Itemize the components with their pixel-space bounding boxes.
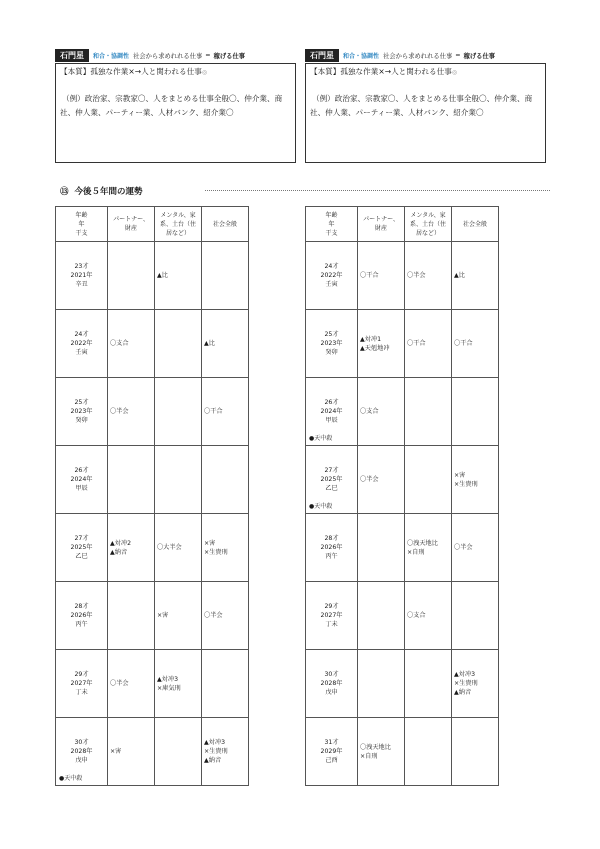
table-row bbox=[56, 582, 249, 650]
mental-cell bbox=[405, 242, 452, 310]
column-header-line: 財産 bbox=[124, 225, 137, 232]
column-header-line: 年齢 bbox=[75, 211, 88, 219]
age-line: 戊申 bbox=[325, 689, 338, 696]
age-stack bbox=[56, 466, 107, 493]
table-row bbox=[56, 514, 249, 582]
age-stack bbox=[56, 602, 107, 629]
column-header-line: 居など） bbox=[415, 229, 440, 237]
age-line: 癸卯 bbox=[75, 417, 88, 424]
table-row bbox=[56, 718, 249, 786]
examples-text: （例）政治家、宗教家〇、人をまとめる仕事全般〇、仲介業、商社、仲人業、パーティー業、人材バンク、紹介業〇 bbox=[60, 94, 283, 117]
social-cell bbox=[452, 378, 499, 446]
partner-cell bbox=[108, 514, 155, 582]
column-header bbox=[306, 207, 358, 242]
age-year-cell bbox=[306, 582, 358, 650]
column-header bbox=[358, 207, 405, 242]
partner-cell bbox=[358, 718, 405, 786]
mental-cell bbox=[405, 310, 452, 378]
fortune-value: 〇大半会 bbox=[157, 544, 182, 551]
age-line: 29才 bbox=[324, 603, 339, 610]
column-header-line: メンタル、家 bbox=[160, 211, 196, 219]
fortune-value: ▲比 bbox=[204, 340, 215, 347]
social-cell bbox=[202, 514, 249, 582]
age-line: 2026年 bbox=[320, 544, 343, 551]
table-row bbox=[306, 310, 499, 378]
age-line: 2026年 bbox=[70, 612, 93, 619]
social-cell bbox=[452, 242, 499, 310]
column-header-line: 干支 bbox=[325, 229, 338, 237]
partner-cell bbox=[108, 718, 155, 786]
age-stack bbox=[306, 738, 357, 765]
age-line: 乙巳 bbox=[75, 553, 88, 560]
age-stack bbox=[306, 466, 357, 493]
age-line: 己酉 bbox=[325, 757, 338, 764]
column-header-line: 系、土台（住 bbox=[409, 220, 446, 228]
tenchusatsu-mark: ●天中殺 bbox=[59, 775, 83, 782]
social-cell bbox=[452, 310, 499, 378]
mental-cell bbox=[405, 582, 452, 650]
column-header-line: 財産 bbox=[374, 225, 387, 232]
partner-cell bbox=[358, 650, 405, 718]
star-tag: 石門星 bbox=[55, 49, 89, 62]
fortune-value: 〇干合 bbox=[360, 272, 379, 279]
examples-text: （例）政治家、宗教家〇、人をまとめる仕事全般〇、仲介業、商社、仲人業、パーティー業、人材バンク、紹介業〇 bbox=[310, 94, 533, 117]
mental-cell bbox=[405, 378, 452, 446]
table-row bbox=[306, 582, 499, 650]
fortune-value: ▲納音 bbox=[454, 689, 472, 696]
column-header bbox=[56, 207, 108, 242]
mental-cell bbox=[405, 650, 452, 718]
fortune-value: 〇洩天地比 bbox=[407, 539, 438, 547]
mental-cell bbox=[155, 446, 202, 514]
age-line: 2023年 bbox=[320, 340, 343, 347]
fortune-value: ▲天剋地冲 bbox=[360, 344, 390, 352]
age-stack bbox=[56, 330, 107, 357]
star-card-right bbox=[305, 49, 546, 163]
star-card-left bbox=[55, 49, 296, 163]
fortune-value: 〇支合 bbox=[110, 340, 129, 347]
dotted-divider bbox=[205, 190, 550, 191]
age-line: 29才 bbox=[74, 671, 89, 678]
age-line: 2024年 bbox=[70, 476, 93, 483]
age-line: 2027年 bbox=[70, 680, 93, 687]
age-stack bbox=[306, 534, 357, 561]
fortune-value: 〇半会 bbox=[110, 680, 129, 687]
social-cell bbox=[202, 310, 249, 378]
age-year-cell bbox=[56, 650, 108, 718]
equals-sign: = bbox=[205, 52, 211, 59]
age-stack bbox=[56, 262, 107, 289]
age-year-cell bbox=[306, 514, 358, 582]
partner-cell bbox=[358, 582, 405, 650]
column-header bbox=[452, 207, 499, 242]
mental-cell bbox=[155, 514, 202, 582]
fortune-value: ▲比 bbox=[454, 272, 465, 279]
fortune-value: ×生貴刑 bbox=[454, 480, 478, 488]
age-line: 23才 bbox=[74, 263, 89, 270]
column-header-line: 系、土台（住 bbox=[159, 220, 196, 228]
star-tag: 石門星 bbox=[305, 49, 339, 62]
age-year-cell bbox=[306, 242, 358, 310]
column-header-line: 干支 bbox=[75, 229, 88, 237]
age-line: 2023年 bbox=[70, 408, 93, 415]
fortune-value: ×生貴刑 bbox=[204, 748, 228, 755]
fortune-value: ×自刑 bbox=[360, 752, 378, 760]
age-line: 28才 bbox=[324, 535, 339, 542]
double-circle-icon: ◎ bbox=[201, 69, 208, 76]
social-cell bbox=[202, 242, 249, 310]
age-stack bbox=[306, 670, 357, 697]
essence-line: 【本質】孤独な作業×→人と関われる仕事 bbox=[310, 67, 452, 76]
age-line: 31才 bbox=[324, 739, 339, 746]
age-year-cell bbox=[56, 378, 108, 446]
age-line: 辛丑 bbox=[75, 281, 88, 288]
age-line: 2028年 bbox=[70, 748, 93, 755]
mental-cell bbox=[405, 718, 452, 786]
mental-cell bbox=[155, 242, 202, 310]
age-line: 2025年 bbox=[70, 544, 93, 551]
age-line: 丙午 bbox=[75, 621, 88, 628]
partner-cell bbox=[358, 378, 405, 446]
social-cell bbox=[202, 650, 249, 718]
age-line: 壬寅 bbox=[75, 349, 88, 356]
age-year-cell bbox=[56, 446, 108, 514]
fortune-value: 〇干合 bbox=[204, 408, 223, 415]
column-header-line: 社会全般 bbox=[462, 220, 487, 228]
age-line: 壬寅 bbox=[325, 281, 338, 288]
age-line: 2021年 bbox=[70, 272, 93, 279]
table-row bbox=[56, 650, 249, 718]
age-stack bbox=[56, 398, 107, 425]
age-line: 2022年 bbox=[70, 340, 93, 347]
social-cell bbox=[202, 582, 249, 650]
mental-cell bbox=[155, 650, 202, 718]
age-line: 癸卯 bbox=[325, 349, 338, 356]
table-row bbox=[56, 242, 249, 310]
age-line: 2022年 bbox=[320, 272, 343, 279]
fortune-table-left bbox=[55, 206, 249, 786]
partner-cell bbox=[358, 242, 405, 310]
age-stack bbox=[306, 398, 357, 425]
fortune-value: 〇半会 bbox=[454, 544, 473, 551]
age-line: 戊申 bbox=[75, 757, 88, 764]
age-year-cell bbox=[306, 650, 358, 718]
table-row bbox=[56, 310, 249, 378]
age-line: 26才 bbox=[324, 399, 339, 406]
table-row bbox=[306, 446, 499, 514]
fortune-value: ×害 bbox=[157, 612, 169, 619]
column-header-line: 居など） bbox=[165, 229, 190, 237]
partner-cell bbox=[358, 446, 405, 514]
section-title bbox=[60, 185, 143, 197]
column-header bbox=[202, 207, 249, 242]
age-line: 丙午 bbox=[325, 553, 338, 560]
table-row bbox=[306, 514, 499, 582]
fortune-value: 〇半会 bbox=[360, 476, 379, 483]
column-header-line: 年 bbox=[78, 220, 85, 228]
age-line: 2029年 bbox=[320, 748, 343, 755]
earning-label: 稼げる仕事 bbox=[213, 53, 246, 60]
mental-cell bbox=[155, 582, 202, 650]
essence-text bbox=[310, 66, 541, 78]
age-line: 28才 bbox=[74, 603, 89, 610]
trait-label: 和合・協調性 bbox=[343, 53, 380, 60]
demand-label: 社会から求めれれる仕事 bbox=[383, 53, 453, 60]
age-year-cell bbox=[56, 310, 108, 378]
tenchusatsu-mark: ●天中殺 bbox=[309, 435, 333, 442]
age-line: 30才 bbox=[74, 739, 89, 746]
double-circle-icon: ◎ bbox=[451, 69, 458, 76]
fortune-value: ×害 bbox=[110, 748, 122, 755]
equals-sign: = bbox=[455, 52, 461, 59]
fortune-value: 〇支合 bbox=[360, 408, 379, 415]
fortune-value: ×庫気刑 bbox=[157, 684, 181, 692]
fortune-value: ×害 bbox=[204, 539, 216, 547]
age-stack bbox=[306, 602, 357, 629]
age-stack bbox=[306, 330, 357, 357]
social-cell bbox=[202, 718, 249, 786]
age-stack bbox=[306, 262, 357, 289]
age-line: 27才 bbox=[74, 535, 89, 542]
mental-cell bbox=[405, 446, 452, 514]
partner-cell bbox=[358, 514, 405, 582]
age-line: 2028年 bbox=[320, 680, 343, 687]
partner-cell bbox=[108, 310, 155, 378]
age-line: 丁未 bbox=[325, 621, 338, 628]
age-line: 24才 bbox=[74, 331, 89, 338]
card-header bbox=[55, 49, 296, 62]
section-number: ⑬ bbox=[60, 187, 69, 197]
age-year-cell bbox=[56, 718, 108, 786]
column-header-line: パートナー、 bbox=[363, 216, 399, 223]
column-header bbox=[405, 207, 452, 242]
social-cell bbox=[202, 378, 249, 446]
section-title-text: 今後５年間の運勢 bbox=[74, 187, 143, 197]
column-header-line: メンタル、家 bbox=[410, 211, 446, 219]
column-header bbox=[108, 207, 155, 242]
age-line: 25才 bbox=[74, 399, 89, 406]
mental-cell bbox=[155, 718, 202, 786]
partner-cell bbox=[108, 378, 155, 446]
column-header-line: パートナー、 bbox=[113, 216, 149, 223]
social-cell bbox=[452, 582, 499, 650]
age-year-cell bbox=[306, 446, 358, 514]
age-line: 乙巳 bbox=[325, 485, 338, 492]
age-line: 26才 bbox=[74, 467, 89, 474]
table-row bbox=[306, 650, 499, 718]
age-line: 丁未 bbox=[75, 689, 88, 696]
age-line: 30才 bbox=[324, 671, 339, 678]
partner-cell bbox=[108, 242, 155, 310]
age-line: 2027年 bbox=[320, 612, 343, 619]
essence-text bbox=[60, 66, 291, 78]
age-stack bbox=[56, 534, 107, 561]
mental-cell bbox=[405, 514, 452, 582]
fortune-value: ▲比 bbox=[157, 272, 168, 279]
demand-label: 社会から求めれれる仕事 bbox=[133, 53, 203, 60]
fortune-value: ▲対冲3 bbox=[157, 675, 179, 683]
partner-cell bbox=[108, 446, 155, 514]
card-body bbox=[305, 63, 546, 163]
fortune-value: ×生貴刑 bbox=[454, 680, 478, 687]
fortune-value: ▲対冲2 bbox=[110, 539, 132, 547]
social-cell bbox=[202, 446, 249, 514]
age-line: 甲辰 bbox=[325, 417, 338, 424]
age-line: 27才 bbox=[324, 467, 339, 474]
fortune-value: ▲対冲1 bbox=[360, 335, 382, 343]
age-year-cell bbox=[306, 310, 358, 378]
card-header bbox=[305, 49, 546, 62]
tenchusatsu-mark: ●天中殺 bbox=[309, 503, 333, 510]
fortune-value: 〇干合 bbox=[407, 340, 426, 347]
fortune-value: 〇半会 bbox=[204, 612, 223, 619]
trait-label: 和合・協調性 bbox=[93, 53, 130, 60]
fortune-value: ▲対冲3 bbox=[204, 739, 226, 746]
column-header-line: 社会全般 bbox=[212, 220, 237, 228]
table-row bbox=[306, 242, 499, 310]
age-line: 甲辰 bbox=[75, 485, 88, 492]
table-header-row bbox=[306, 207, 499, 242]
fortune-value: ▲対冲3 bbox=[454, 671, 476, 678]
earning-label: 稼げる仕事 bbox=[463, 53, 496, 60]
table-row bbox=[56, 378, 249, 446]
age-stack bbox=[56, 670, 107, 697]
fortune-value: 〇干合 bbox=[454, 340, 473, 347]
age-year-cell bbox=[56, 514, 108, 582]
fortune-value: ×生貴刑 bbox=[204, 548, 228, 556]
age-year-cell bbox=[306, 718, 358, 786]
column-header bbox=[155, 207, 202, 242]
table-row bbox=[306, 718, 499, 786]
mental-cell bbox=[155, 378, 202, 446]
table-header-row bbox=[56, 207, 249, 242]
table-row bbox=[306, 378, 499, 446]
card-body bbox=[55, 63, 296, 163]
column-header-line: 年 bbox=[328, 220, 335, 228]
social-cell bbox=[452, 650, 499, 718]
age-line: 2024年 bbox=[320, 408, 343, 415]
age-year-cell bbox=[56, 242, 108, 310]
fortune-value: ×自刑 bbox=[407, 548, 425, 556]
age-year-cell bbox=[306, 378, 358, 446]
partner-cell bbox=[108, 582, 155, 650]
age-line: 2025年 bbox=[320, 476, 343, 483]
age-line: 24才 bbox=[324, 263, 339, 270]
table-row bbox=[56, 446, 249, 514]
age-year-cell bbox=[56, 582, 108, 650]
age-line: 25才 bbox=[324, 331, 339, 338]
social-cell bbox=[452, 446, 499, 514]
fortune-value: ×害 bbox=[454, 471, 466, 479]
essence-line: 【本質】孤独な作業×→人と関われる仕事 bbox=[60, 67, 202, 76]
fortune-value: 〇半会 bbox=[110, 408, 129, 415]
fortune-value: 〇支合 bbox=[407, 612, 426, 619]
fortune-value: 〇半会 bbox=[407, 272, 426, 279]
column-header-line: 年齢 bbox=[325, 211, 338, 219]
social-cell bbox=[452, 718, 499, 786]
partner-cell bbox=[108, 650, 155, 718]
social-cell bbox=[452, 514, 499, 582]
fortune-value: ▲納音 bbox=[204, 757, 222, 764]
age-stack bbox=[56, 738, 107, 765]
partner-cell bbox=[358, 310, 405, 378]
fortune-value: ▲納音 bbox=[110, 548, 128, 556]
fortune-value: 〇洩天地比 bbox=[360, 743, 391, 751]
fortune-table-right bbox=[305, 206, 499, 786]
mental-cell bbox=[155, 310, 202, 378]
